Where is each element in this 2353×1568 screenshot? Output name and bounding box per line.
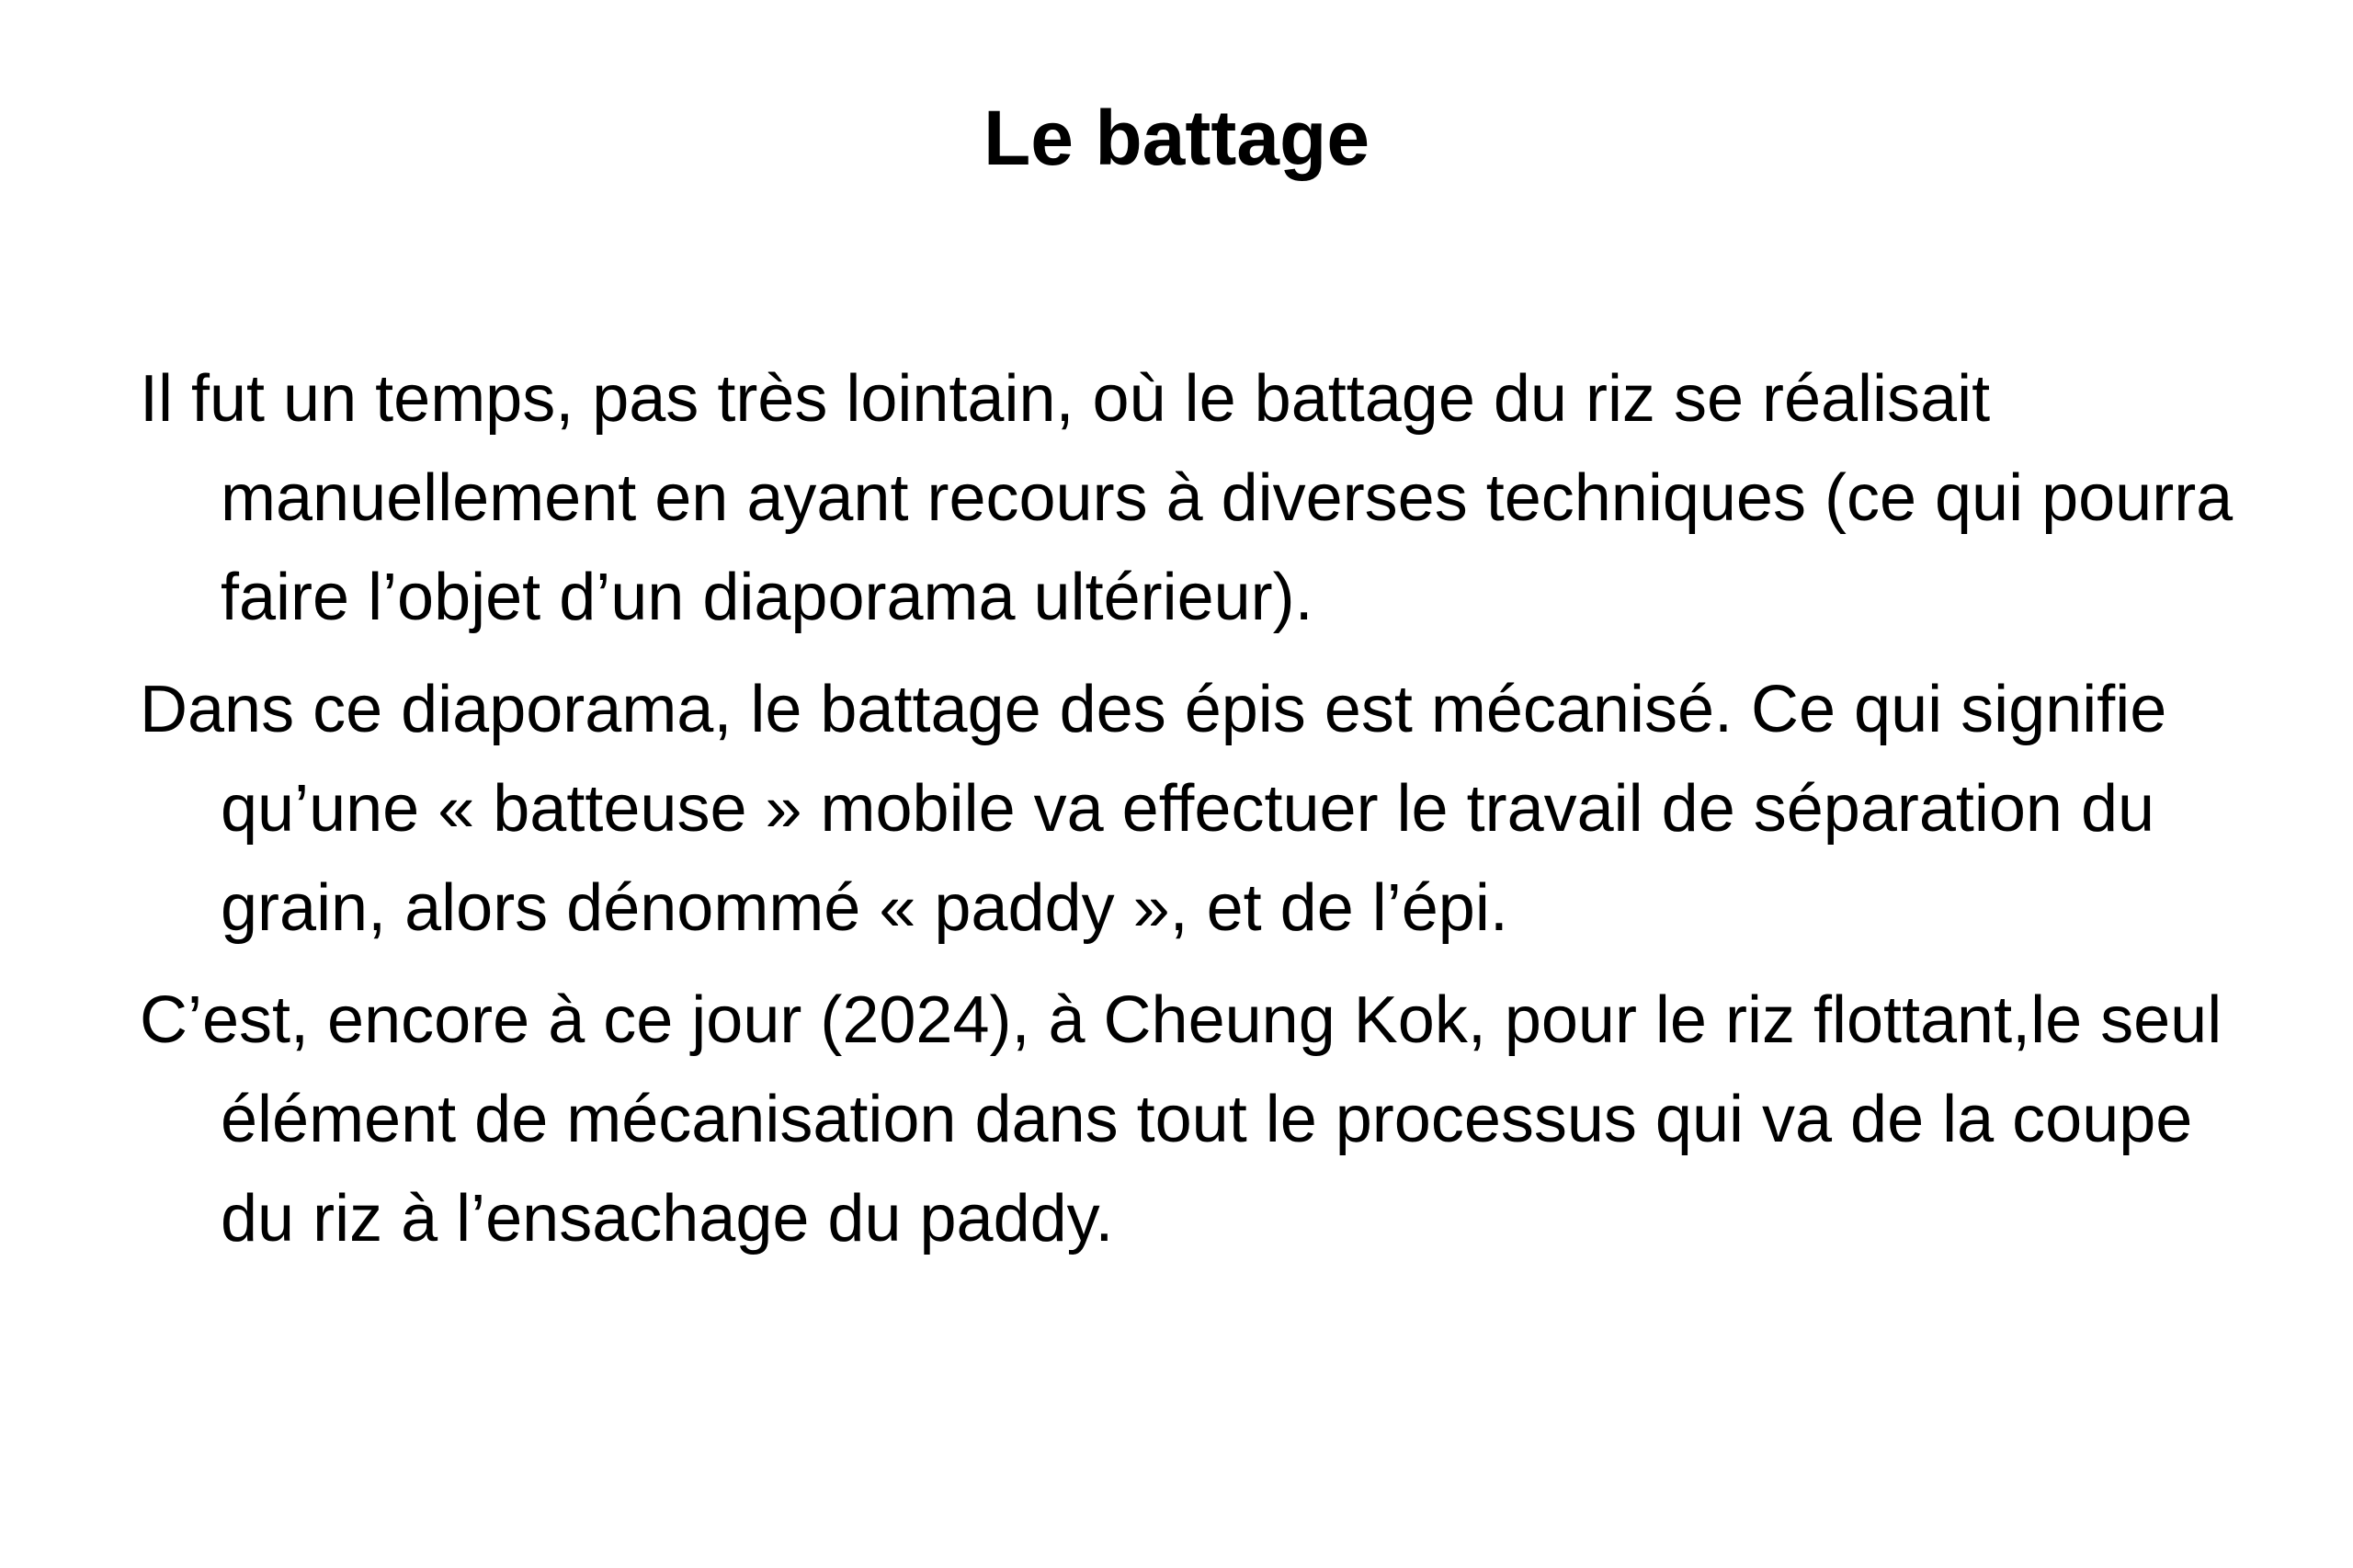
slide-title: Le battage bbox=[983, 95, 1370, 181]
paragraph-3: C’est, encore à ce jour (2024), à Cheung Kok, pour le riz flottant,le seul élément de mécanisation dans tout le processus qui va de la coupe du riz à l’ensachage du paddy. bbox=[140, 983, 2222, 1256]
paragraph-1: Il fut un temps, pas très lointain, où le battage du riz se réalisait manuellement en ayant recours à diverses techniques (ce qui pourra faire l’objet d’un diaporama ultérieur). bbox=[140, 362, 2234, 634]
slide-body bbox=[140, 349, 2254, 1281]
paragraph-2: Dans ce diaporama, le battage des épis est mécanisé. Ce qui signifie qu’une « batteuse » mobile va effectuer le travail de séparation du grain, alors dénommé « paddy », et de l’épi. bbox=[140, 673, 2167, 945]
